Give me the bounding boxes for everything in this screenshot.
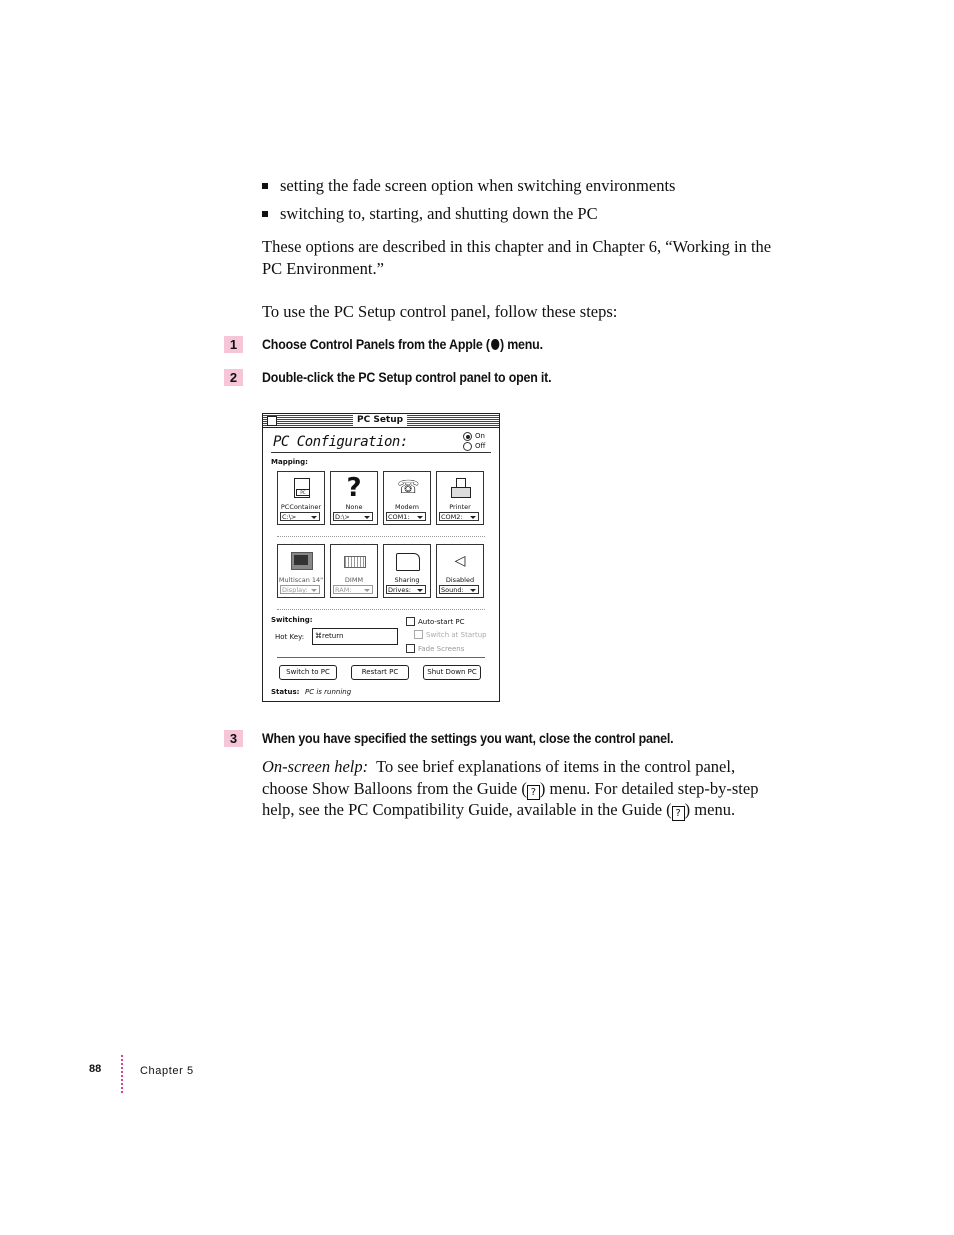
apple-icon — [491, 339, 499, 350]
heading-underline — [271, 452, 491, 453]
tile-label: Disabled — [445, 576, 475, 584]
drives-popup[interactable] — [386, 585, 426, 594]
popup-arrow-icon — [364, 516, 370, 519]
popup-value: COM1: — [388, 513, 410, 521]
popup-value: Sound: — [441, 586, 464, 594]
com1-popup[interactable] — [386, 512, 426, 521]
bullet-item: setting the fade screen option when switching environments — [280, 176, 676, 195]
tile-pc-container[interactable] — [277, 471, 325, 525]
paragraph-line: PC Environment.” — [262, 259, 384, 278]
popup-arrow-icon — [364, 589, 370, 592]
memory-chip-icon — [344, 549, 364, 573]
close-box-icon[interactable] — [267, 416, 277, 426]
shut-down-pc-button[interactable]: Shut Down PC — [423, 665, 481, 680]
help-text: To see brief explanations of items in the control panel, — [376, 757, 736, 776]
switch-at-startup-checkbox[interactable] — [414, 630, 423, 639]
guide-icon: ? — [672, 806, 685, 821]
popup-arrow-icon — [417, 589, 423, 592]
tile-printer[interactable] — [436, 471, 484, 525]
ram-popup[interactable] — [333, 585, 373, 594]
footer-dotted-rule — [121, 1055, 123, 1093]
popup-arrow-icon — [470, 516, 476, 519]
power-on-label: On — [475, 432, 485, 440]
step-text — [262, 336, 543, 353]
popup-arrow-icon — [311, 589, 317, 592]
display-popup[interactable] — [280, 585, 320, 594]
pc-setup-window — [262, 413, 500, 702]
popup-arrow-icon — [417, 516, 423, 519]
hotkey-label: Hot Key: — [275, 633, 305, 641]
popup-value: RAM: — [335, 586, 352, 594]
sound-popup[interactable] — [439, 585, 479, 594]
power-off-label: Off — [475, 442, 486, 450]
question-icon: ? — [346, 473, 362, 503]
auto-start-label: Auto-start PC — [418, 618, 465, 626]
switch-at-startup-label: Switch at Startup — [426, 631, 487, 639]
popup-arrow-icon — [470, 589, 476, 592]
tile-label: Sharing — [394, 576, 420, 584]
tile-ram[interactable] — [330, 544, 378, 598]
tile-sound[interactable] — [436, 544, 484, 598]
hotkey-input[interactable]: ⌘return — [312, 628, 398, 645]
tile-display[interactable] — [277, 544, 325, 598]
drive-c-popup[interactable] — [280, 512, 320, 521]
dotted-divider — [277, 536, 485, 537]
monitor-icon — [291, 549, 311, 573]
speaker-icon: ◁ — [454, 553, 466, 569]
switch-to-pc-button[interactable]: Switch to PC — [279, 665, 337, 680]
help-paragraph-line — [262, 778, 758, 800]
step-text: Double-click the PC Setup control panel to open it. — [262, 370, 552, 385]
chapter-label: Chapter 5 — [140, 1065, 194, 1077]
fade-screens-checkbox[interactable] — [406, 644, 415, 653]
guide-icon: ? — [527, 785, 540, 800]
step-text-post: ) menu. — [499, 337, 543, 352]
power-on-radio[interactable] — [463, 432, 472, 441]
help-paragraph-line — [262, 799, 735, 821]
telephone-icon: ☏ — [397, 477, 420, 498]
divider — [277, 657, 485, 658]
tile-label: Multiscan 14" — [278, 576, 324, 584]
help-label: On-screen help: — [262, 757, 369, 776]
com2-popup[interactable] — [439, 512, 479, 521]
paragraph-line: These options are described in this chapter and in Chapter 6, “Working in the — [262, 237, 772, 256]
dotted-divider — [277, 609, 485, 610]
fade-screens-label: Fade Screens — [418, 645, 465, 653]
tile-sharing[interactable] — [383, 544, 431, 598]
auto-start-checkbox[interactable] — [406, 617, 415, 626]
tile-label: DIMM — [344, 576, 364, 584]
step-number: 3 — [224, 730, 243, 747]
popup-value: Drives: — [388, 586, 411, 594]
tile-label: None — [345, 503, 363, 511]
help-text: help, see the PC Compatibility Guide, available in the Guide ( — [262, 800, 672, 819]
tile-label: PCContainer — [280, 503, 322, 511]
restart-pc-button[interactable]: Restart PC — [351, 665, 409, 680]
step-text-pre: Choose Control Panels from the Apple ( — [262, 337, 490, 352]
help-text: ) menu. For detailed step-by-step — [539, 779, 759, 798]
mapping-label: Mapping: — [271, 458, 308, 466]
tile-modem[interactable] — [383, 471, 431, 525]
help-paragraph-line — [262, 756, 735, 778]
title-bar[interactable] — [263, 414, 499, 428]
bullet-marker — [262, 211, 268, 217]
help-text: ) menu. — [684, 800, 736, 819]
paragraph: To use the PC Setup control panel, follow these steps: — [262, 302, 618, 321]
status-label: Status: — [271, 688, 300, 696]
drive-d-popup[interactable] — [333, 512, 373, 521]
bullet-marker — [262, 183, 268, 189]
status-value: PC is running — [305, 688, 352, 696]
step-number: 2 — [224, 369, 243, 386]
power-off-radio[interactable] — [463, 442, 472, 451]
tile-label: Modem — [394, 503, 420, 511]
popup-value: Display: — [282, 586, 308, 594]
printer-icon — [450, 476, 470, 500]
window-title: PC Setup — [353, 414, 407, 427]
folder-icon — [397, 549, 417, 573]
tile-none[interactable] — [330, 471, 378, 525]
popup-value: C:\> — [282, 513, 297, 521]
tile-label: Printer — [449, 503, 471, 511]
help-text: choose Show Balloons from the Guide ( — [262, 779, 527, 798]
step-number: 1 — [224, 336, 243, 353]
bullet-item: switching to, starting, and shutting down the PC — [280, 204, 598, 223]
page-number: 88 — [89, 1063, 102, 1075]
switching-label: Switching: — [271, 616, 313, 624]
document-icon: PC — [291, 476, 311, 500]
popup-arrow-icon — [311, 516, 317, 519]
step-text: When you have specified the settings you want, close the control panel. — [262, 731, 674, 746]
popup-value: COM2: — [441, 513, 463, 521]
popup-value: D:\> — [335, 513, 350, 521]
panel-heading: PC Configuration: — [273, 434, 408, 450]
